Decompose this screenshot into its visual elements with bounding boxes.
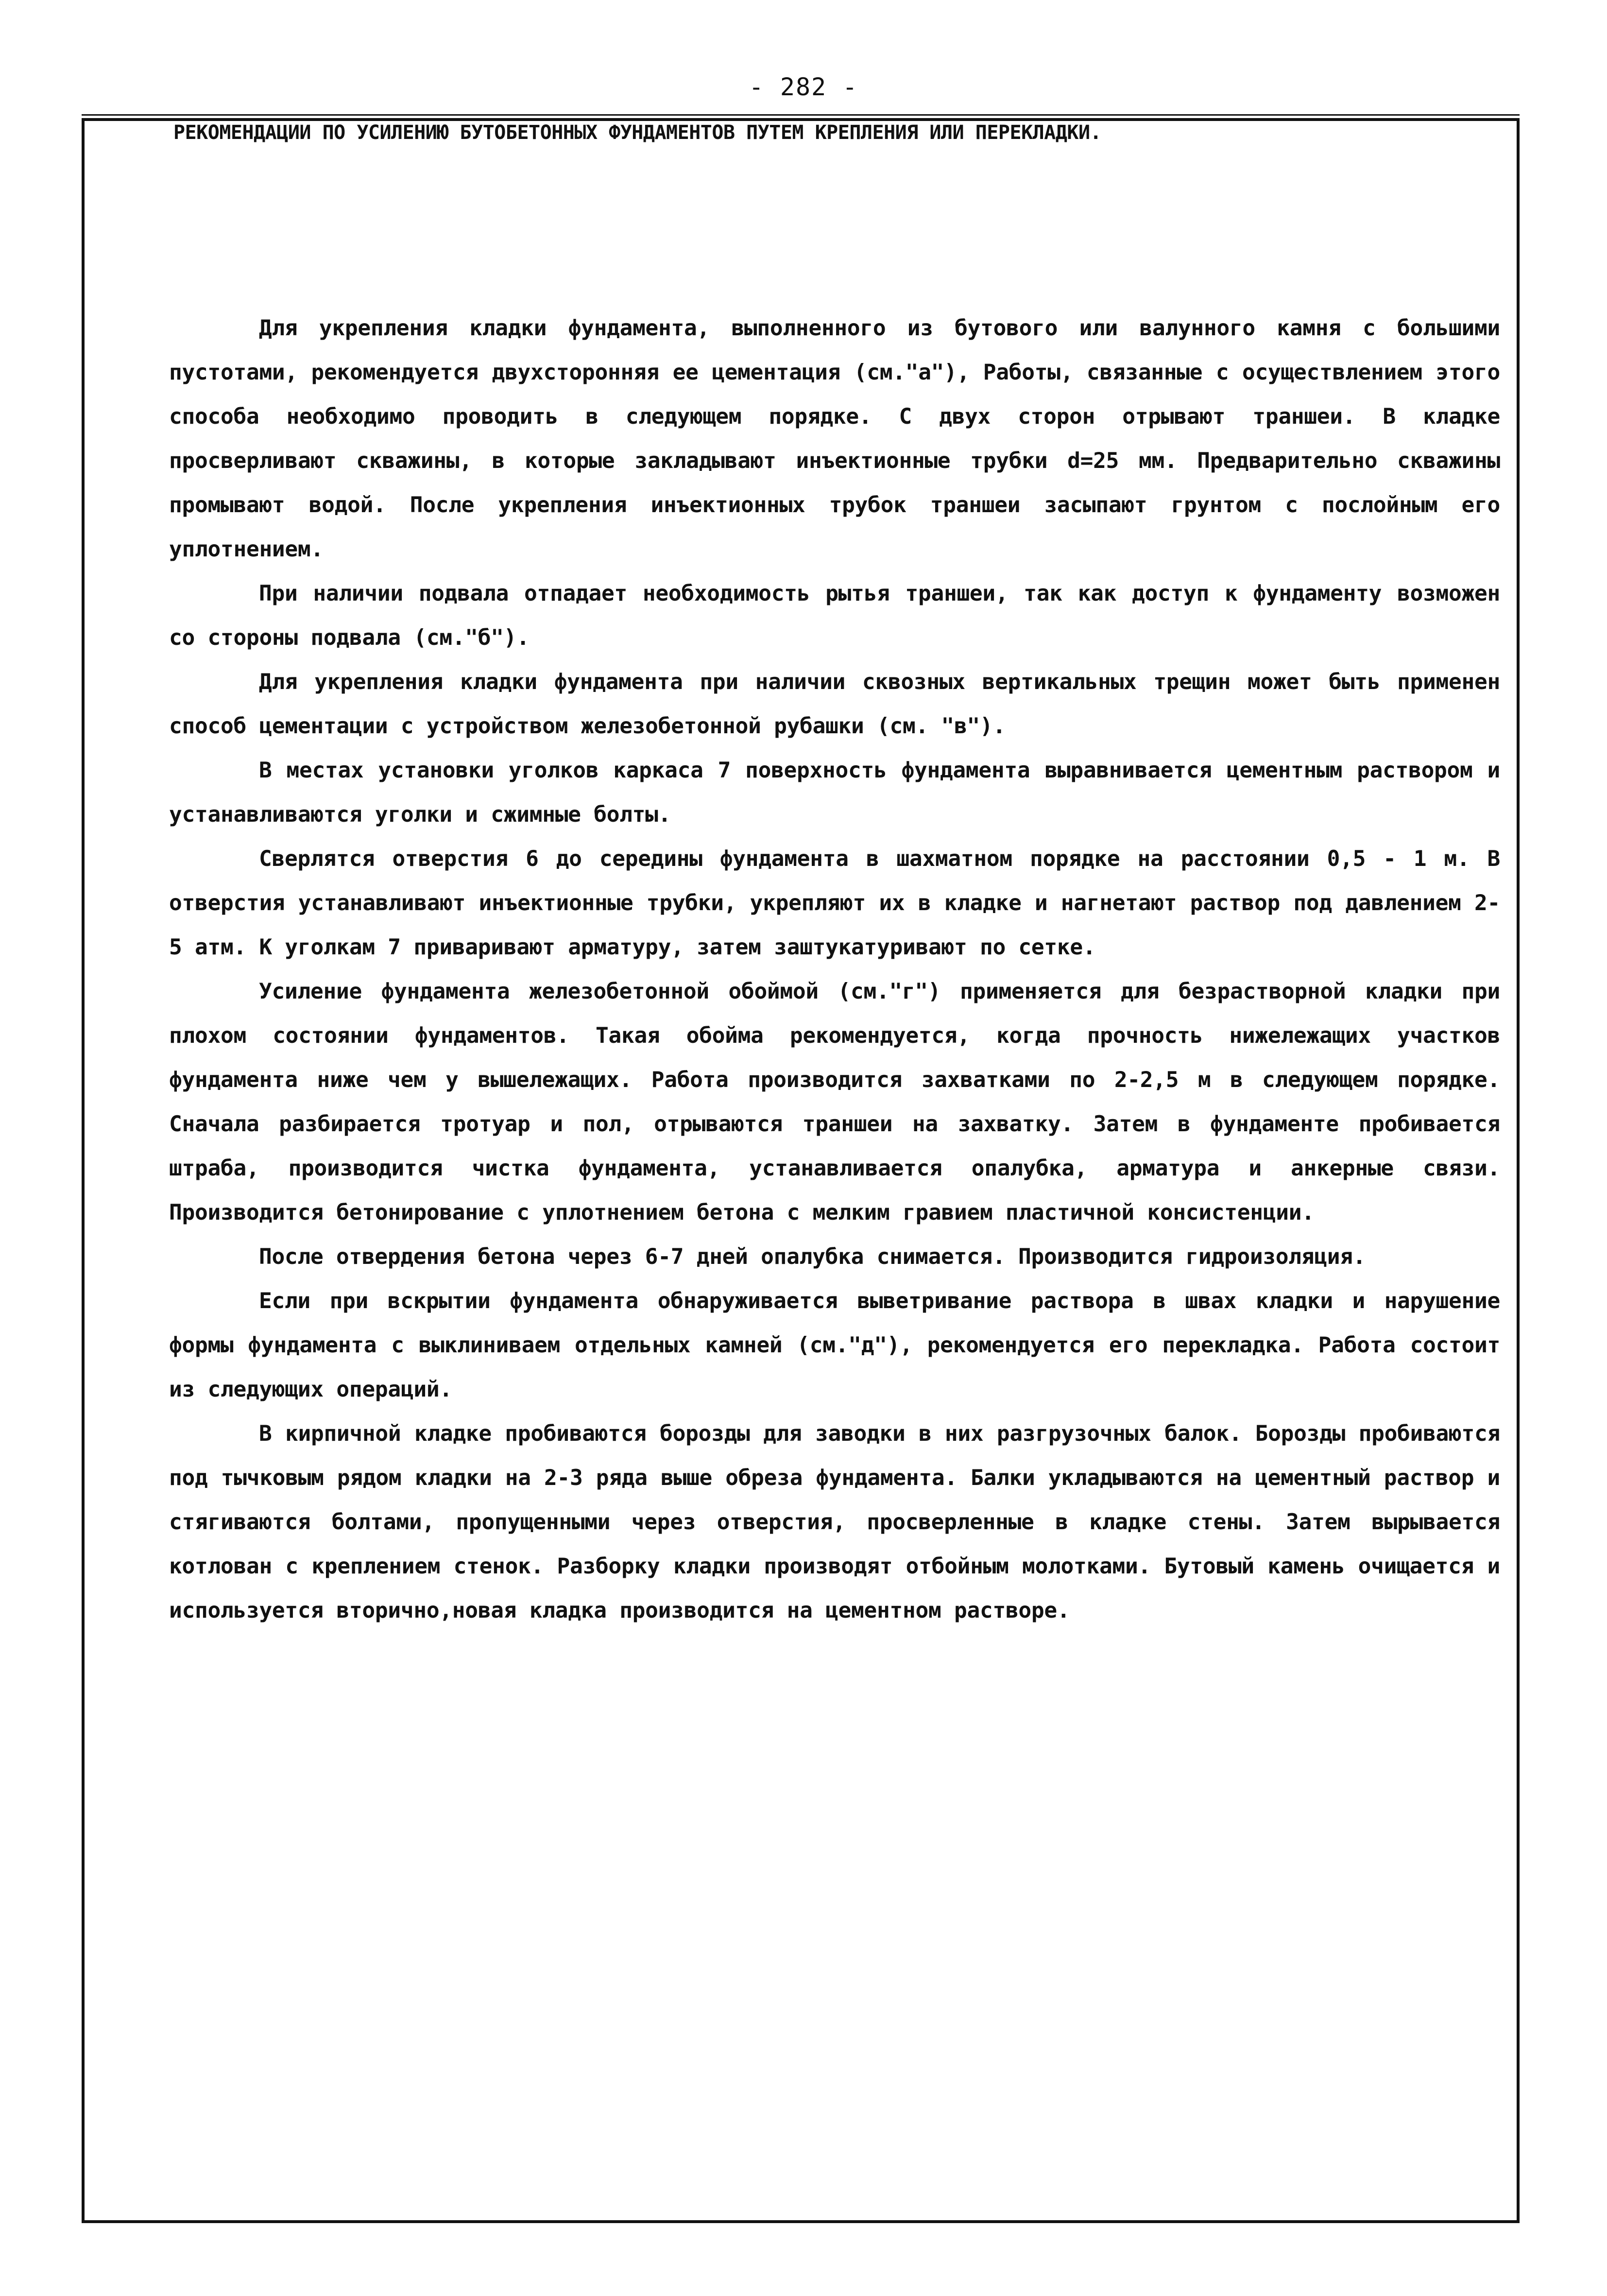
paragraph: Усиление фундамента железобетонной обоймой (см."г") применяется для безрастворной кладки при плохом состоянии фундаментов. Такая обойма рекомендуется, когда прочность нижележащих участков фундамента ниже чем у вышележащих. Работа производится захватками по 2-2,5 м в следующем порядке. Сначала разбирается тротуар и пол, отрываются траншеи на захватку. Затем в фундаменте пробивается штраба, производится чистка фундамента, устанавливается опалубка, арматура и анкерные связи. Производится бетонирование с уплотнением бетона с мелким гравием пластичной консистенции. bbox=[169, 979, 1500, 1225]
paragraph: Если при вскрытии фундамента обнаруживается выветривание раствора в швах кладки и нарушение формы фундамента с выклиниваем отдельных камней (см."д"), рекомендуется его перекладка. Работа состоит из следующих операций. bbox=[169, 1289, 1500, 1402]
paragraph: При наличии подвала отпадает необходимость рытья траншеи, так как доступ к фундаменту возможен со стороны подвала (см."б"). bbox=[169, 581, 1500, 650]
paragraph: Для укрепления кладки фундамента при наличии сквозных вертикальных трещин может быть применен способ цементации с устройством железобетонной рубашки (см. "в"). bbox=[169, 670, 1500, 739]
page-number: - 282 - bbox=[749, 73, 858, 101]
paragraph: Сверлятся отверстия 6 до середины фундамента в шахматном порядке на расстоянии 0,5 - 1 м. В отверстия устанавливают инъектионные трубки, укрепляют их в кладке и нагнетают раствор под давлением 2-5 атм. К уголкам 7 приваривают арматуру, затем заштукатуривают по сетке. bbox=[169, 846, 1500, 960]
paragraph: В местах установки уголков каркаса 7 поверхность фундамента выравнивается цементным раствором и устанавливаются уголки и сжимные болты. bbox=[169, 758, 1500, 827]
paragraph: В кирпичной кладке пробиваются борозды для заводки в них разгрузочных балок. Борозды пробиваются под тычковым рядом кладки на 2-3 ряда выше обреза фундамента. Балки укладываются на цементный раствор и стягиваются болтами, пропущенными через отверстия, просверленные в кладке стены. Затем вырывается котлован с креплением стенок. Разборку кладки производят отбойным молотками. Бутовый камень очищается и используется вторично,новая кладка производится на цементном растворе. bbox=[169, 1421, 1500, 1623]
paragraph: Для укрепления кладки фундамента, выполненного из бутового или валунного камня с большими пустотами, рекомендуется двухсторонняя ее цементация (см."а"), Работы, связанные с осуществлением этого способа необходимо проводить в следующем порядке. С двух сторон отрывают траншеи. В кладке просверливают скважины, в которые закладывают инъектионные трубки d=25 мм. Предварительно скважины промывают водой. После укрепления инъектионных трубок траншеи засыпают грунтом с послойным его уплотнением. bbox=[169, 316, 1500, 562]
paragraph: После отвердения бетона через 6-7 дней опалубка снимается. Производится гидроизоляция. bbox=[259, 1244, 1366, 1269]
paragraph-list bbox=[169, 306, 1500, 1633]
document-title: РЕКОМЕНДАЦИИ ПО УСИЛЕНИЮ БУТОБЕТОННЫХ ФУНДАМЕНТОВ ПУТЕМ КРЕПЛЕНИЯ ИЛИ ПЕРЕКЛАДКИ. bbox=[173, 121, 1102, 144]
